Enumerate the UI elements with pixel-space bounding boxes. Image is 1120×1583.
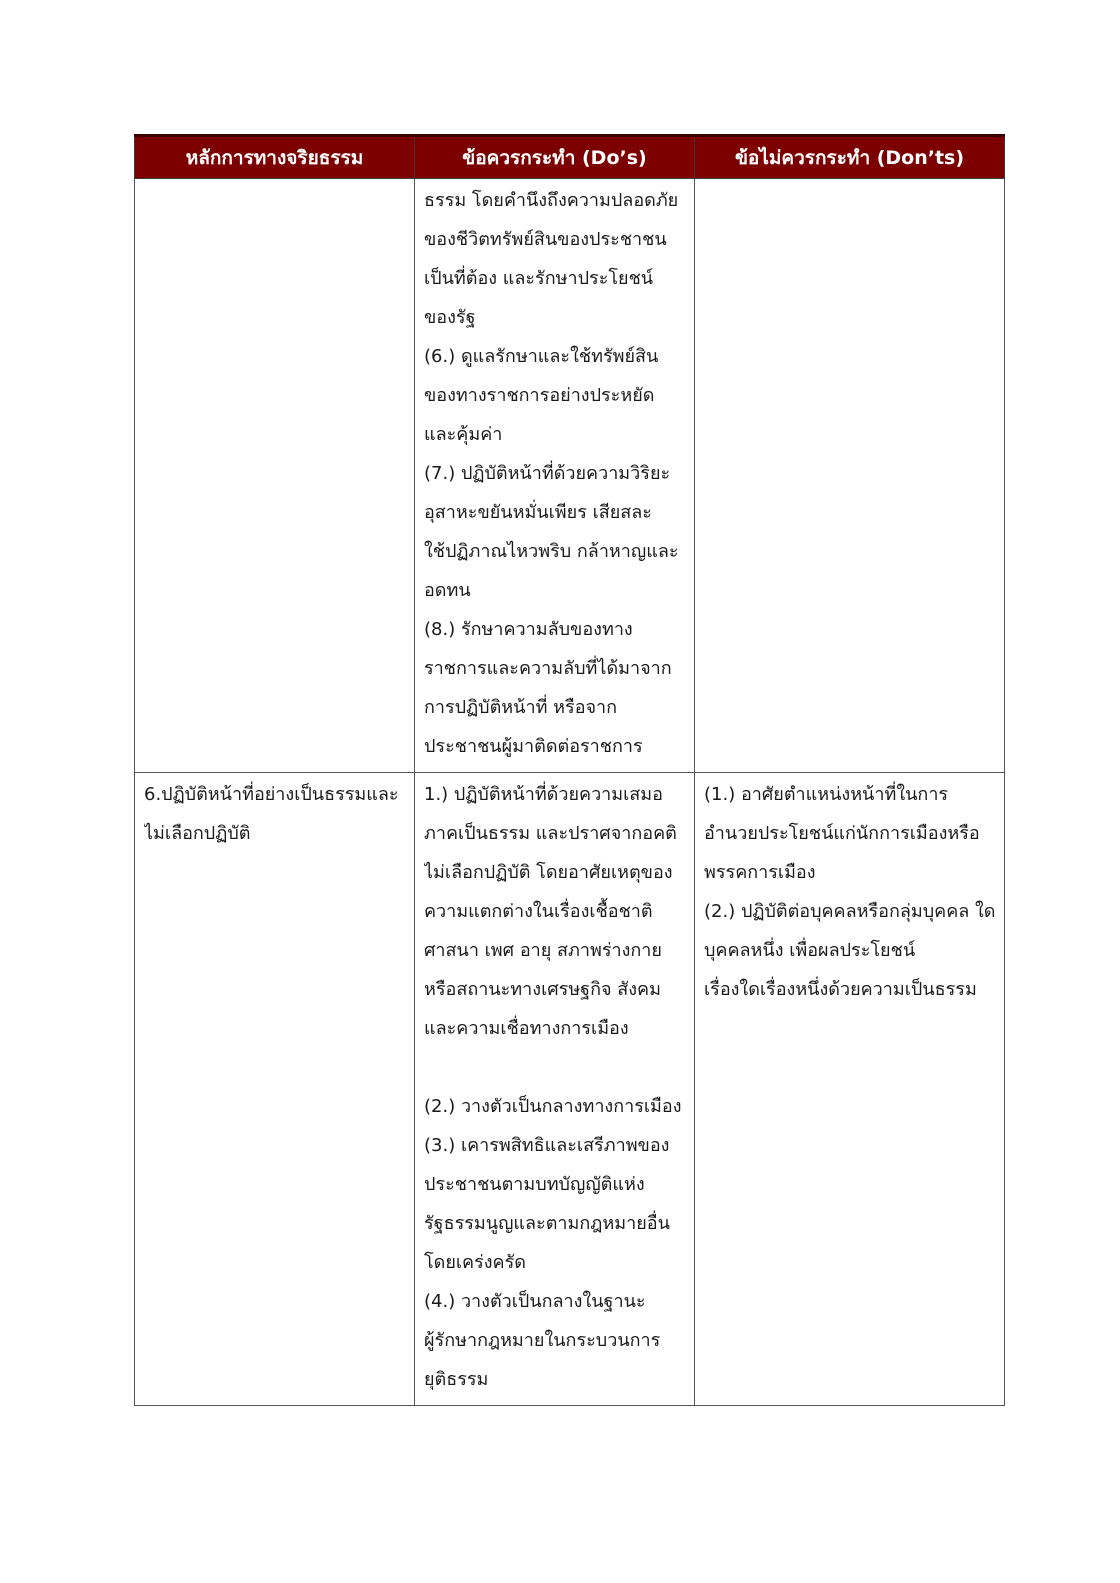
- text-line: (1.) อาศัยตำแหน่งหน้าที่ในการ: [704, 784, 949, 805]
- text-line: และความเชื่อทางการเมือง: [424, 1018, 629, 1039]
- text-line: และคุ้มค่า: [424, 424, 503, 445]
- text-line: บุคคลหนึ่ง เพื่อผลประโยชน์: [704, 940, 916, 961]
- text-line: (4.) วางตัวเป็นกลางในฐานะ: [424, 1291, 646, 1312]
- table-header-row: [135, 136, 1005, 179]
- text-line: โดยเคร่งครัด: [424, 1252, 526, 1273]
- paragraph-gap: [424, 1048, 685, 1087]
- cell-principle: [135, 773, 415, 1406]
- text-line: การปฏิบัติหน้าที่ หรือจาก: [424, 697, 618, 718]
- text-line: (8.) รักษาความลับของทาง: [424, 619, 633, 640]
- text-line: หรือสถานะทางเศรษฐกิจ สังคม: [424, 979, 661, 1000]
- text-line: อดทน: [424, 580, 471, 601]
- text-line: (2.) ปฏิบัติต่อบุคคลหรือกลุ่มบุคคล ใด: [704, 901, 995, 922]
- text-line: เป็นที่ต้อง และรักษาประโยชน์: [424, 268, 654, 289]
- dos-group-b: [424, 1087, 685, 1399]
- table-row: [135, 179, 1005, 773]
- text-line: (2.) วางตัวเป็นกลางทางการเมือง: [424, 1096, 682, 1117]
- cell-donts: [695, 773, 1005, 1406]
- text-line: ยุติธรรม: [424, 1369, 489, 1390]
- cell-principle: [135, 179, 415, 773]
- cell-dos: [415, 179, 695, 773]
- text-line: อำนวยประโยชน์แก่นักการเมืองหรือ: [704, 823, 980, 844]
- cell-dos: [415, 773, 695, 1406]
- text-line: ราชการและความลับที่ได้มาจาก: [424, 658, 672, 679]
- text-line: ไม่เลือกปฏิบัติ: [144, 823, 251, 844]
- text-line: ประชาชนตามบทบัญญัติแห่ง: [424, 1174, 645, 1195]
- text-line: ภาคเป็นธรรม และปราศจากอคติ: [424, 823, 677, 844]
- cell-donts: [695, 179, 1005, 773]
- text-line: พรรคการเมือง: [704, 862, 816, 883]
- text-line: 6.ปฏิบัติหน้าที่อย่างเป็นธรรมและ: [144, 784, 399, 805]
- text-line: ผู้รักษากฎหมายในกระบวนการ: [424, 1330, 661, 1351]
- text-line: อุสาหะขยันหมั่นเพียร เสียสละ: [424, 502, 652, 523]
- text-line: เรื่องใดเรื่องหนึ่งด้วยความเป็นธรรม: [704, 979, 977, 1000]
- text-line: ความแตกต่างในเรื่องเชื้อชาติ: [424, 901, 653, 922]
- text-line: ของชีวิตทรัพย์สินของประชาชน: [424, 229, 667, 250]
- text-line: ของรัฐ: [424, 307, 476, 328]
- ethics-table: [134, 134, 1005, 1406]
- header-donts: ข้อไม่ควรกระทำ (Don’ts): [695, 136, 1005, 179]
- header-principle: หลักการทางจริยธรรม: [135, 136, 415, 179]
- text-line: ธรรม โดยคำนึงถึงความปลอดภัย: [424, 190, 679, 211]
- text-line: ศาสนา เพศ อายุ สภาพร่างกาย: [424, 940, 662, 961]
- dos-group-a: [424, 775, 685, 1048]
- table-row: [135, 773, 1005, 1406]
- header-dos: ข้อควรกระทำ (Do’s): [415, 136, 695, 179]
- text-line: ใช้ปฏิภาณไหวพริบ กล้าหาญและ: [424, 541, 679, 562]
- text-line: ของทางราชการอย่างประหยัด: [424, 385, 655, 406]
- text-line: (3.) เคารพสิทธิและเสรีภาพของ: [424, 1135, 670, 1156]
- text-line: ประชาชนผู้มาติดต่อราชการ: [424, 736, 643, 757]
- text-line: 1.) ปฏิบัติหน้าที่ด้วยความเสมอ: [424, 784, 663, 805]
- text-line: รัฐธรรมนูญและตามกฎหมายอื่น: [424, 1213, 670, 1234]
- text-line: ไม่เลือกปฏิบัติ โดยอาศัยเหตุของ: [424, 862, 673, 883]
- text-line: (7.) ปฏิบัติหน้าที่ด้วยความวิริยะ: [424, 463, 671, 484]
- text-line: (6.) ดูแลรักษาและใช้ทรัพย์สิน: [424, 346, 659, 367]
